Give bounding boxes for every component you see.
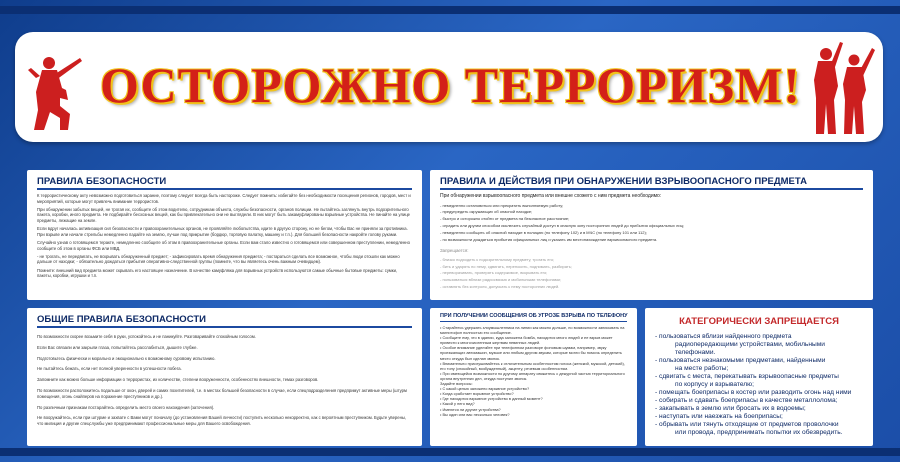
- rules-heading: ПРАВИЛА БЕЗОПАСНОСТИ: [37, 174, 412, 190]
- phone-item: • Где находится взрывное устройство в данный момент?: [440, 396, 543, 402]
- forbidden-line: на месте работы;: [675, 365, 729, 372]
- forbidden-line: - пользоваться вблизи найденного предмета: [655, 333, 792, 340]
- strictly-forbidden-panel: [645, 308, 873, 446]
- explosive-actions-lead: При обнаружении взрывоопасного предмета или внешне схожего с ним предмета необходимо:: [440, 193, 662, 199]
- general-paragraph: По возможности скорее возьмите себя в руки, успокойтесь и не паникуйте. Разговаривайте спокойным голосом.: [37, 334, 256, 339]
- explosive-actions-heading: ПРАВИЛА И ДЕЙСТВИЯ ПРИ ОБНАРУЖЕНИИ ВЗРЫВООПАСНОГО ПРЕДМЕТА: [440, 174, 863, 190]
- phone-threat-list: [440, 325, 627, 417]
- rules-paragraph: Помните: внешний вид предмета может скрывать его настоящее назначение. В качестве камуфляжа для взрывных устройств используются самые обычные бытовые предметы: сумки, пакеты, коробки, игрушки и т.п.: [37, 267, 398, 279]
- phone-item: • При имеющейся возможности по другому аппарату свяжитесь с дежурной частью территориального органа внутренних дел, откуда поступил звонок.: [440, 370, 625, 381]
- phone-item: • Особое внимание уделяйте при телефонном разговоре фоновым шумам, например, звуку проезжающих автомашин, музыке или любым другим звукам, которые могли бы помочь определить место откуда был сделан звонок.: [440, 345, 622, 361]
- forbidden-line: - наступать или наезжать на боеприпасы;: [655, 413, 783, 420]
- rules-paragraph: При обнаружении забытых вещей, не трогая их, сообщите об этом водителю, сотрудникам объекта, службы безопасности, органов полиции. Не пытайтесь заглянуть внутрь подозрительного пакета, коробки, иного предмета. Не подбирайте бесхозных вещей, как бы привлекательно они не выглядели. В них могут быть закамуфлированы взрывные устройства. Не пинайте на улице предметы, лежащие на земле.: [37, 206, 410, 223]
- forbidden-item: - близко подходить к подозрительному предмету, трогать его;: [440, 256, 555, 262]
- forbidden-line: - пользоваться незнакомыми предметами, найденными: [655, 357, 826, 364]
- rules-panel: [27, 170, 422, 300]
- action-item: - немедленно сообщить об опасной находке в полицию (по телефону 102) и в МЧС (по телефону 101 или 112);: [440, 230, 647, 236]
- forbidden-line: - сдвигать с места, перекатывать взрывоопасные предметы: [655, 373, 839, 380]
- forbidden-label: Запрещается:: [440, 248, 469, 254]
- general-paragraph: Если Вас связали или закрыли глаза, попытайтесь расслабиться, дышите глубже.: [37, 344, 198, 350]
- phone-item: • Внимательно прислушивайтесь к отличительным особенностям голоса (женский, мужской, детский), его тону (спокойный, возбужденный), акценту, речевым особенностям.: [440, 360, 625, 371]
- action-item: - быстро и осторожно отойти от предмета на безопасное расстояние;: [440, 216, 570, 222]
- forbidden-line: по корпусу и взрывателю;: [675, 381, 754, 388]
- forbidden-item: - оставлять без контроля, допускать к нему посторонних людей.: [440, 284, 560, 290]
- strictly-forbidden-heading: КАТЕГОРИЧЕСКИ ЗАПРЕЩАЕТСЯ: [679, 316, 839, 327]
- general-paragraph: Запомните как можно больше информации о террористах, их количестве, степени вооруженности, особенностях внешности, темах разговоров.: [37, 377, 319, 383]
- phone-item: • С какой целью заложено взрывное устройство?: [440, 386, 530, 392]
- general-paragraph: Не вооружайтесь, если при штурме и захвате с Вами могут поначалу (до установления Вашей личности) поступить несколько некорректно, как с вероятным преступником. Будьте уверены, что милиция и другие спецслужбы уже предпринимают профессиональные меры для Вашего освобождения.: [37, 415, 407, 427]
- phone-item: • Когда сработает взрывное устройство?: [440, 391, 514, 397]
- forbidden-item: - пользоваться вблизи радиосвязью и мобильными телефонами;: [440, 277, 561, 283]
- bottom-stripe: [0, 448, 900, 456]
- phone-threat-heading: ПРИ ПОЛУЧЕНИИ СООБЩЕНИЯ ОБ УГРОЗЕ ВЗРЫВА ПО ТЕЛЕФОНУ: [440, 313, 627, 322]
- phone-item: • Какой у него вид?: [440, 401, 475, 407]
- forbidden-line: - собирать и сдавать боеприпасы в качестве металлолома;: [655, 397, 838, 404]
- forbidden-line: или провода, предпринимать попытки их обезвредить.: [675, 429, 843, 436]
- rules-paragraph: - не трогать, не передвигать, не вскрывать обнаруженный предмет; - зафиксировать время обнаружения предмета; - постараться сделать все возможное, чтобы люди отошли как можно дальше от находки; - обязательно дождаться прибытия оперативно-следственной группы (помните, что вы являетесь очень важным очевидцем).: [37, 253, 400, 265]
- action-item: - немедленно остановиться или прекратить выполняемую работу;: [440, 202, 564, 208]
- rules-paragraph: Если вдруг началась активизация сил безопасности и правоохранительных органов, не проявляйте любопытства, идите в другую сторону, но не бегом, чтобы Вас не приняли за противника. При взрыве или начале стрельбы немедленно падайте на землю, лучше под прикрытие (бордюр, торговую палатку, машину и т.п.). Для большей безопасности накройте голову руками.: [37, 226, 408, 237]
- rules-text: [37, 193, 412, 279]
- explosive-actions-list: [440, 203, 863, 290]
- phone-item: • Вы один или вас несколько человек?: [440, 411, 510, 417]
- rules-paragraph: К террористическому акту невозможно подготовиться зарание, поэтому следует всегда быть настороже. Следует помнить: избегайте без необходимости посещения регионов, городов, мест и мероприятий, которые могут привлечь внимание террористов.: [37, 193, 411, 204]
- soldiers-right-icon: [796, 40, 876, 138]
- action-item: - оградить или другим способом исключить случайный доступ в опасную зону посторонних людей до прибытия официальных лиц;: [440, 223, 684, 229]
- strictly-forbidden-list: [655, 333, 865, 437]
- top-stripe: [0, 6, 900, 14]
- phone-threat-panel: [430, 308, 637, 446]
- general-paragraph: По возможности расположитесь подальше от окон, дверей и самих похитителей, т.е. в местах большей безопасности в случае, если спецподразделения предпримут активные меры (штурм помещения, огонь снайперов на поражение преступников и др.).: [37, 387, 407, 399]
- general-rules-heading: ОБЩИЕ ПРАВИЛА БЕЗОПАСНОСТИ: [37, 312, 412, 328]
- soldier-left-icon: [22, 48, 92, 134]
- phone-item: • Сообщите ему, что в здании, куда заложена бомба, находится много людей и ее взрыв может привести к многочисленным жертвам невинных людей.: [440, 335, 613, 346]
- rules-paragraph: Случайно узнав о готовящемся теракте, немедленно сообщите об этом в правоохранительные органы. Если вам стало известно о готовящемся или совершенном преступлении, немедленно сообщите об этом в органы ФСБ или МВД.: [37, 239, 410, 251]
- forbidden-line: радиопередающими устройствами, мобильными телефонами.: [675, 341, 825, 356]
- general-paragraph: Подготовьтесь физически и морально и эмоционально к возможному суровому испытанию.: [37, 355, 216, 361]
- poster-title: ОСТОРОЖНО ТЕРРОРИЗМ!: [100, 57, 801, 113]
- phone-item: Задайте вопросы:: [440, 381, 473, 387]
- forbidden-line: - закапывать в землю или бросать их в водоемы;: [655, 405, 806, 412]
- forbidden-line: - обрывать или тянуть отходящие от предметов проволочки: [655, 421, 839, 428]
- phone-item: • Имеются ли другие устройства?: [440, 406, 501, 412]
- forbidden-line: - помещать боеприпасы в костер или разводить огонь над ними: [655, 389, 852, 396]
- action-item: - по возможности дождаться прибытия официальных лиц и указать им местонахождение взрывоопасного предмета.: [440, 237, 658, 243]
- explosive-actions-panel: [430, 170, 873, 300]
- phone-item: • Старайтесь удержать злоумышленника на линии как можно дольше, по возможности записывать на магнитофон полностью его сообщение.: [440, 325, 625, 336]
- general-paragraph: По различным признакам постарайтесь определить место своего нахождения (заточения).: [37, 404, 215, 410]
- action-item: - предупредить окружающих об опасной находке;: [440, 209, 533, 215]
- general-rules-panel: [27, 308, 422, 446]
- forbidden-item: - бить и ударять по нему, сдвигать, переносить, поднимать, разбирать;: [440, 263, 572, 269]
- forbidden-item: - переворачивать, проверять содержимое, вскрывать его;: [440, 270, 548, 276]
- general-paragraph: Не пытайтесь бежать, если нет полной уверенности в успешности побега.: [37, 366, 182, 372]
- general-rules-text: [37, 334, 412, 427]
